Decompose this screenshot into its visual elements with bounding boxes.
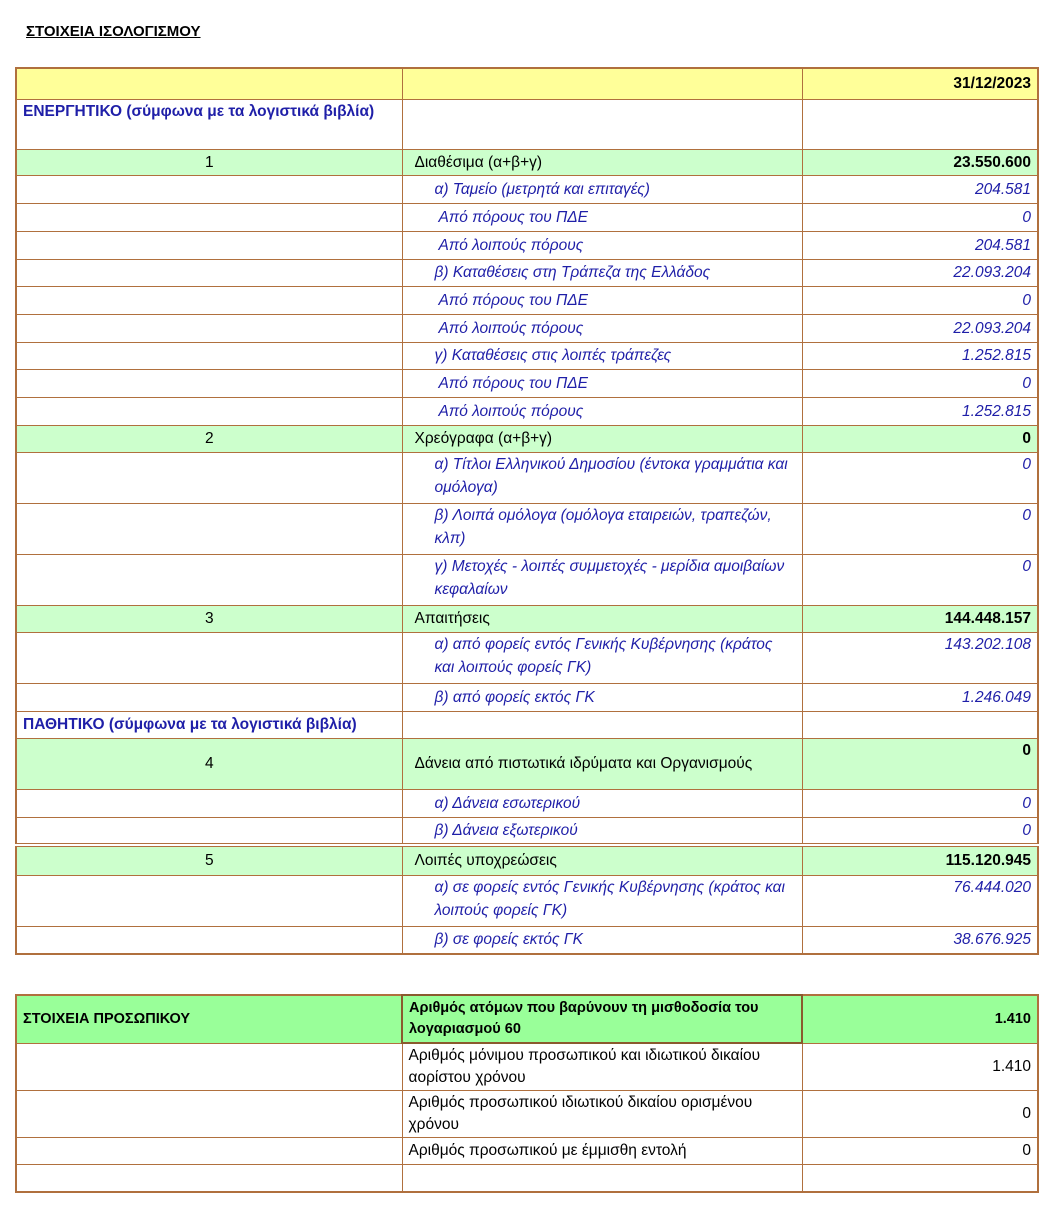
row-value: 0 <box>802 425 1038 452</box>
row-value: 0 <box>802 503 1038 554</box>
row-value: 22.093.204 <box>802 259 1038 286</box>
table-row <box>16 425 1038 452</box>
table-row <box>16 738 1038 789</box>
table-row <box>16 554 1038 605</box>
table-row <box>16 789 1038 817</box>
row-label: Από λοιπούς πόρους <box>402 397 802 425</box>
row-value: 0 <box>802 789 1038 817</box>
row-label: β) Λοιπά ομόλογα (ομόλογα εταιρειών, τραπεζών, κλπ) <box>402 503 802 554</box>
row-number: 3 <box>16 605 402 632</box>
staff-table <box>15 994 1039 1193</box>
table-row <box>16 397 1038 425</box>
table-row <box>16 1090 1038 1137</box>
assets-heading: ΕΝΕΡΓΗΤΙΚΟ (σύμφωνα με τα λογιστικά βιβλία) <box>16 99 402 149</box>
row-value: 204.581 <box>802 231 1038 259</box>
row-label: γ) Καταθέσεις στις λοιπές τράπεζες <box>402 342 802 369</box>
staff-heading: ΣΤΟΙΧΕΙΑ ΠΡΟΣΩΠΙΚΟΥ <box>16 995 402 1043</box>
row-label: Από πόρους του ΠΔΕ <box>402 203 802 231</box>
row-label: Λοιπές υποχρεώσεις <box>402 845 802 875</box>
table-row <box>16 875 1038 926</box>
page-title: ΣΤΟΙΧΕΙΑ ΙΣΟΛΟΓΙΣΜΟΥ <box>26 23 201 40</box>
liabilities-heading: ΠΑΘΗΤΙΚΟ (σύμφωνα με τα λογιστικά βιβλία) <box>16 711 402 738</box>
row-label: α) από φορείς εντός Γενικής Κυβέρνησης (κράτος και λοιπούς φορείς ΓΚ) <box>402 632 802 683</box>
row-number: 1 <box>16 149 402 175</box>
table-row <box>16 369 1038 397</box>
row-value: 38.676.925 <box>802 926 1038 954</box>
row-value: 22.093.204 <box>802 314 1038 342</box>
row-value: 0 <box>802 203 1038 231</box>
table-row <box>16 314 1038 342</box>
row-value: 76.444.020 <box>802 875 1038 926</box>
table-row <box>16 259 1038 286</box>
table-row <box>16 605 1038 632</box>
row-number: 2 <box>16 425 402 452</box>
row-label: Απαιτήσεις <box>402 605 802 632</box>
table-row <box>16 1164 1038 1192</box>
assets-heading-row <box>16 99 1038 149</box>
row-value: 0 <box>802 286 1038 314</box>
table-row <box>16 632 1038 683</box>
row-label: α) Δάνεια εσωτερικού <box>402 789 802 817</box>
row-label: Διαθέσιμα (α+β+γ) <box>402 149 802 175</box>
staff-total-value: 1.410 <box>802 995 1038 1043</box>
row-label: Από πόρους του ΠΔΕ <box>402 286 802 314</box>
row-value: 115.120.945 <box>802 845 1038 875</box>
row-label: Χρεόγραφα (α+β+γ) <box>402 425 802 452</box>
row-value: 1.252.815 <box>802 342 1038 369</box>
row-value: 23.550.600 <box>802 149 1038 175</box>
row-value: 0 <box>802 817 1038 845</box>
table-row <box>16 203 1038 231</box>
row-label: Δάνεια από πιστωτικά ιδρύματα και Οργανισμούς <box>402 738 802 789</box>
liabilities-heading-row <box>16 711 1038 738</box>
row-number: 4 <box>16 738 402 789</box>
table-row <box>16 231 1038 259</box>
row-label: Αριθμός μόνιμου προσωπικού και ιδιωτικού δικαίου αορίστου χρόνου <box>402 1043 802 1090</box>
row-label: α) Ταμείο (μετρητά και επιταγές) <box>402 175 802 203</box>
row-value: 204.581 <box>802 175 1038 203</box>
row-label: β) Καταθέσεις στη Τράπεζα της Ελλάδος <box>402 259 802 286</box>
row-label: Αριθμός προσωπικού με έμμισθη εντολή <box>402 1137 802 1164</box>
row-label: Από λοιπούς πόρους <box>402 231 802 259</box>
table-row <box>16 1137 1038 1164</box>
table-row <box>16 175 1038 203</box>
table-row <box>16 683 1038 711</box>
row-label: Από πόρους του ΠΔΕ <box>402 369 802 397</box>
staff-total-label: Αριθμός ατόμων που βαρύνουν τη μισθοδοσία του λογαριασμού 60 <box>402 995 802 1043</box>
row-label: Αριθμός προσωπικού ιδιωτικού δικαίου ορισμένου χρόνου <box>402 1090 802 1137</box>
row-value: 0 <box>802 1090 1038 1137</box>
row-label: α) σε φορείς εντός Γενικής Κυβέρνησης (κράτος και λοιπούς φορείς ΓΚ) <box>402 875 802 926</box>
row-value: 0 <box>802 554 1038 605</box>
table-row <box>16 452 1038 503</box>
row-number: 5 <box>16 845 402 875</box>
table-row <box>16 1043 1038 1090</box>
table-row <box>16 286 1038 314</box>
table-row <box>16 926 1038 954</box>
row-label: β) σε φορείς εκτός ΓΚ <box>402 926 802 954</box>
row-value: 1.410 <box>802 1043 1038 1090</box>
header-row <box>16 68 1038 99</box>
row-value: 0 <box>802 738 1038 789</box>
row-value: 0 <box>802 452 1038 503</box>
row-value: 0 <box>802 369 1038 397</box>
row-value: 144.448.157 <box>802 605 1038 632</box>
row-value: 1.246.049 <box>802 683 1038 711</box>
row-value: 143.202.108 <box>802 632 1038 683</box>
row-label: Από λοιπούς πόρους <box>402 314 802 342</box>
row-value: 0 <box>802 1137 1038 1164</box>
table-row <box>16 817 1038 845</box>
table-row <box>16 342 1038 369</box>
table-row <box>16 503 1038 554</box>
table-row <box>16 149 1038 175</box>
row-label: β) από φορείς εκτός ΓΚ <box>402 683 802 711</box>
staff-header-row <box>16 995 1038 1043</box>
row-label: γ) Μετοχές - λοιπές συμμετοχές - μερίδια αμοιβαίων κεφαλαίων <box>402 554 802 605</box>
balance-sheet-table <box>15 67 1039 955</box>
row-value: 1.252.815 <box>802 397 1038 425</box>
date-header: 31/12/2023 <box>802 68 1038 99</box>
row-label: α) Τίτλοι Ελληνικού Δημοσίου (έντοκα γραμμάτια και ομόλογα) <box>402 452 802 503</box>
row-label: β) Δάνεια εξωτερικού <box>402 817 802 845</box>
table-row <box>16 845 1038 875</box>
